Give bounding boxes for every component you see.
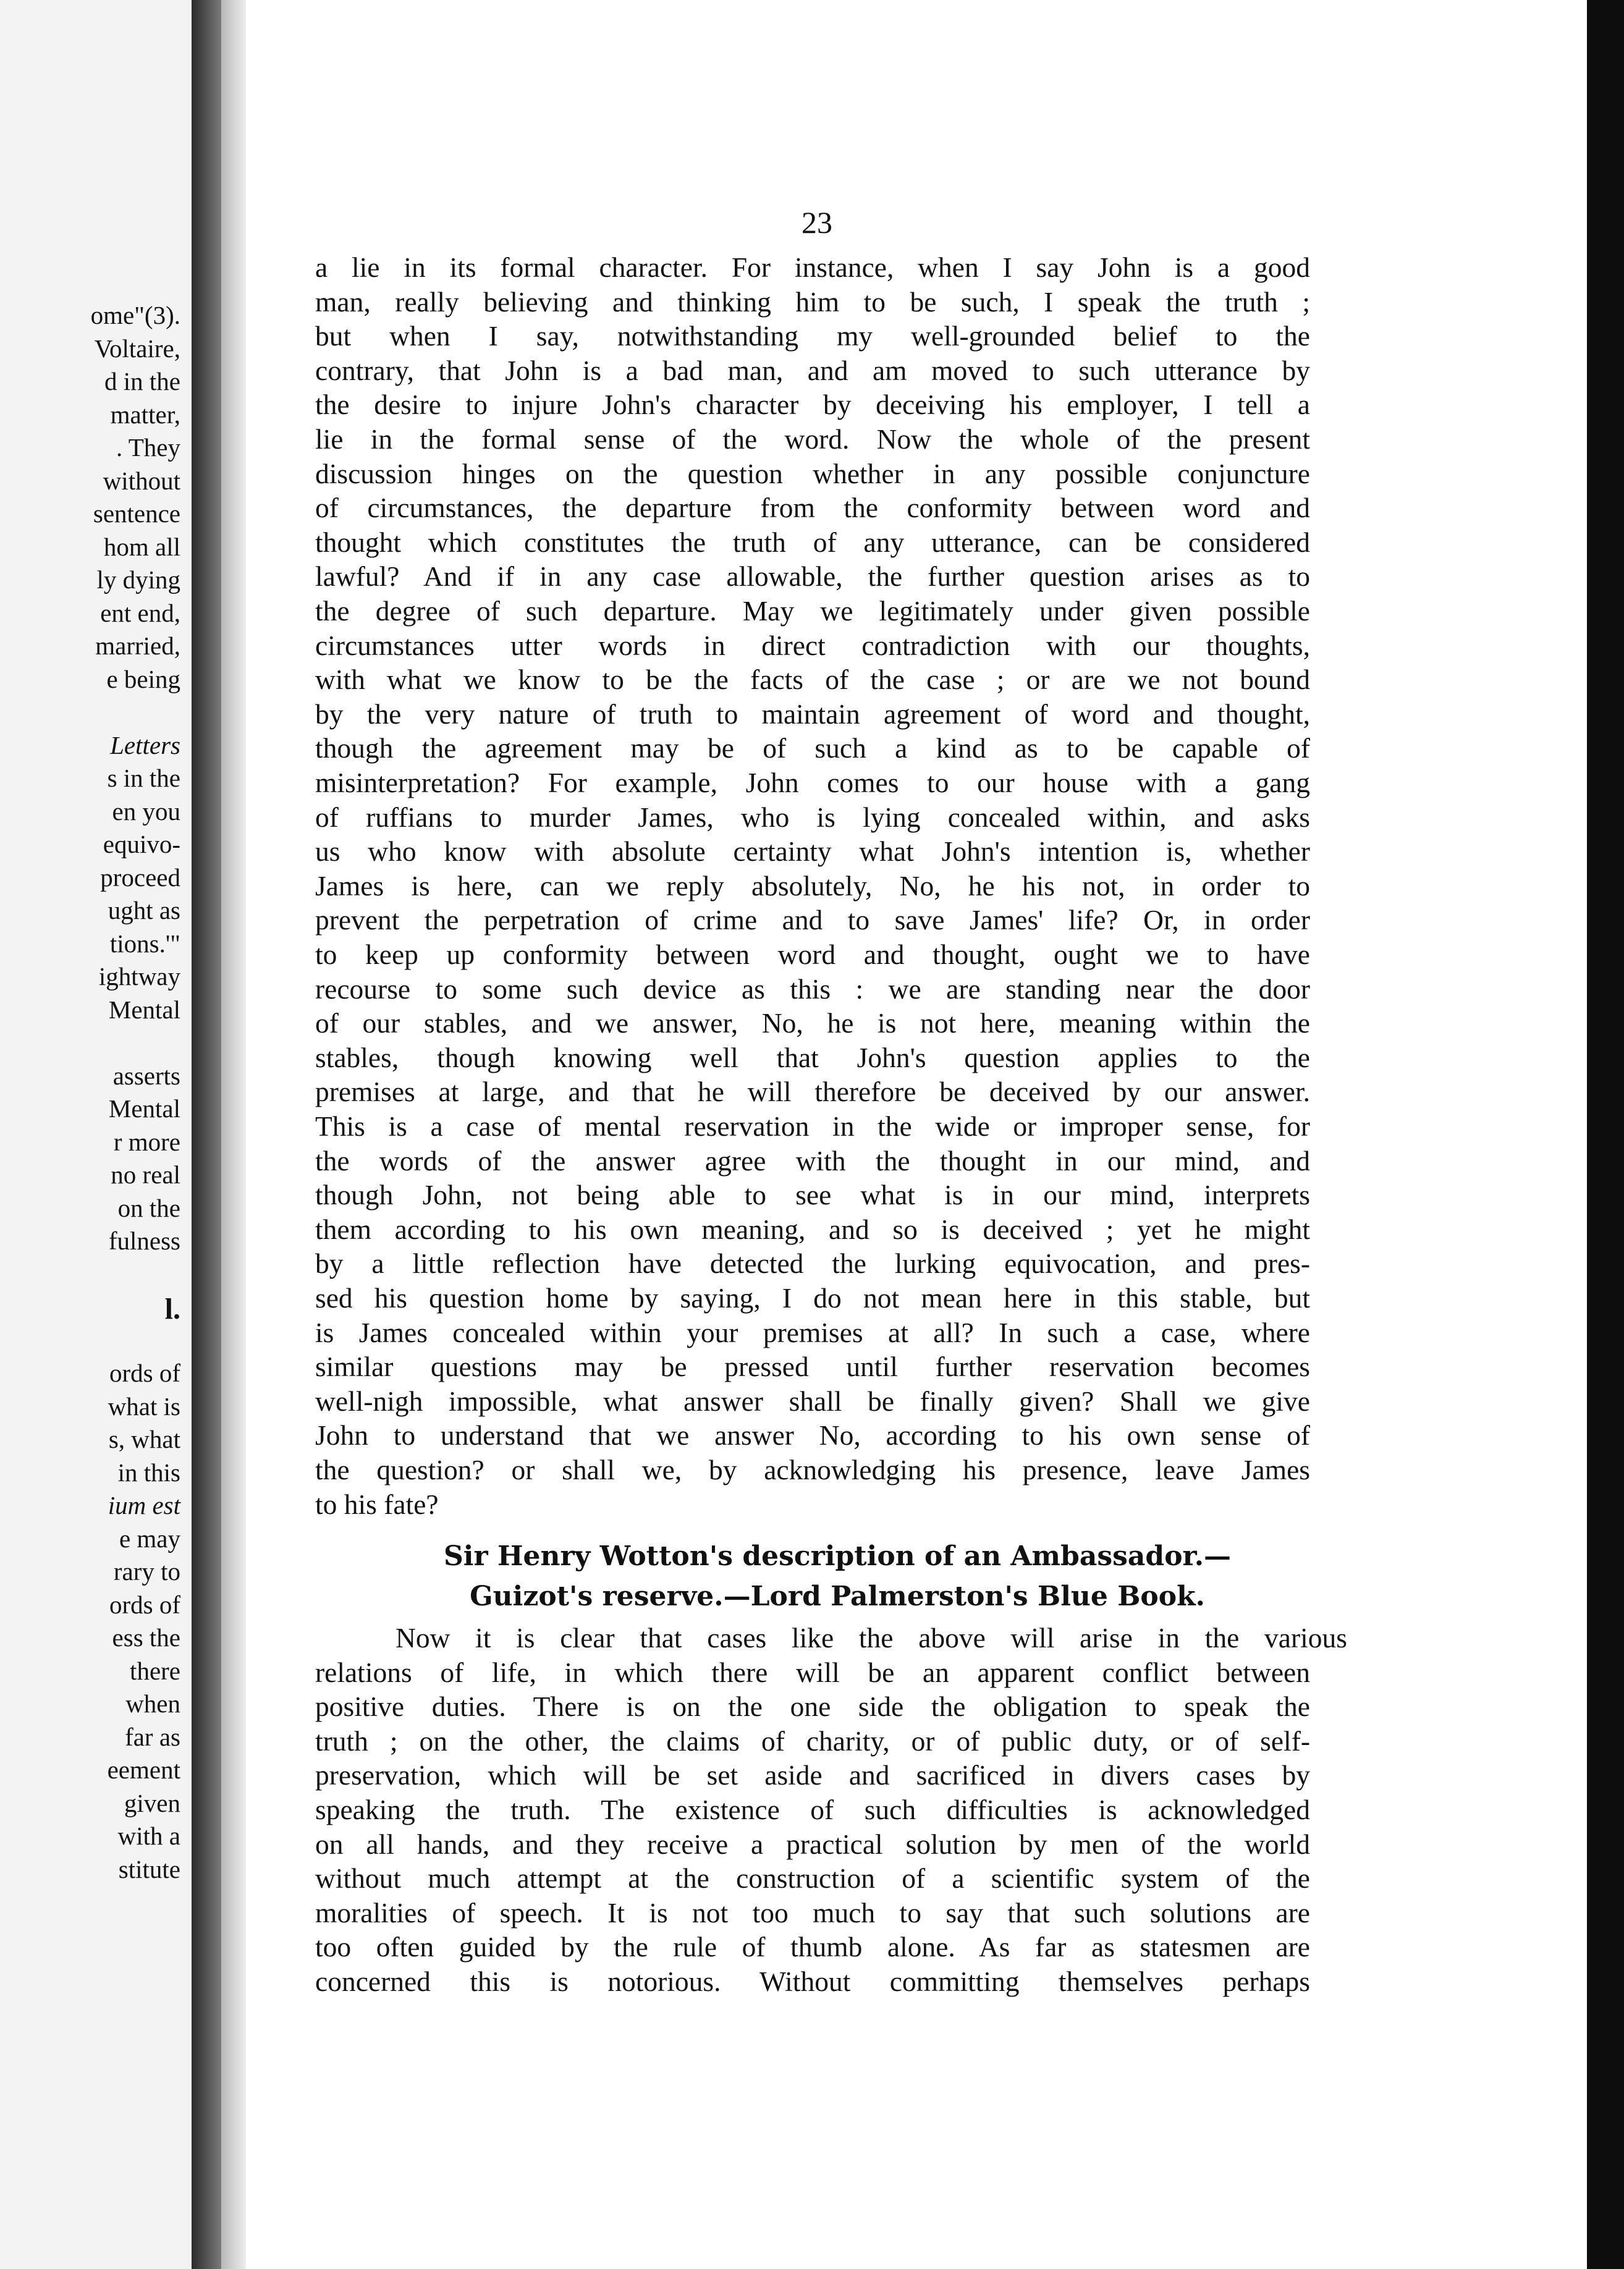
body-line: on all hands, and they receive a practical solution by men of the world	[315, 1828, 1310, 1860]
body-line: speaking the truth. The existence of such difficulties is acknowledged	[315, 1794, 1310, 1825]
left-page-line: r more	[113, 1127, 180, 1156]
body-line: by a little reflection have detected the lurking equivocation, and pres-	[315, 1248, 1310, 1280]
page-number: 23	[801, 205, 832, 240]
left-page-line: ords of	[109, 1359, 180, 1387]
left-page-line: there	[130, 1656, 180, 1685]
left-page-line: . They	[116, 433, 180, 462]
previous-page-fragment	[0, 0, 192, 2269]
body-line: the question? or shall we, by acknowledging his presence, leave James	[315, 1454, 1310, 1485]
left-page-line: ium est	[108, 1491, 180, 1519]
left-page-line: eement	[107, 1756, 180, 1784]
left-page-line: Voltaire,	[94, 334, 180, 363]
left-page-line: s, what	[108, 1425, 180, 1453]
left-page-line: what is	[108, 1392, 180, 1421]
body-line: man, really believing and thinking him to be such, I speak the truth ;	[315, 285, 1310, 318]
left-page-line: with a	[117, 1822, 180, 1850]
body-line: misinterpretation? For example, John comes to our house with a gang	[315, 767, 1310, 798]
body-line: with what we know to be the facts of the case ; or are we not bound	[315, 664, 1310, 696]
left-page-line: ught as	[108, 896, 180, 924]
left-page-line: proceed	[100, 863, 180, 892]
left-page-line: when	[125, 1689, 180, 1718]
left-page-line: fulness	[108, 1227, 180, 1255]
left-page-line: ess the	[112, 1623, 180, 1652]
body-line: circumstances utter words in direct contradiction with our thoughts,	[315, 629, 1310, 661]
left-page-line: Mental	[108, 995, 180, 1024]
left-page-line: matter,	[110, 400, 180, 429]
left-page-line: Letters	[110, 730, 180, 759]
left-page-line: sentence	[93, 499, 180, 528]
body-line: This is a case of mental reservation in the wide or improper sense, for	[315, 1110, 1310, 1142]
left-page-line: s in the	[107, 764, 180, 792]
body-line: too often guided by the rule of thumb alone. As far as statesmen are	[315, 1931, 1310, 1963]
body-line: preservation, which will be set aside and sacrificed in divers cases by	[315, 1759, 1310, 1791]
left-page-line: en you	[112, 796, 180, 826]
left-page-line: in this	[117, 1458, 180, 1487]
body-line: Now it is clear that cases like the above will arise in the various	[395, 1622, 1347, 1654]
body-line: thought which constitutes the truth of any utterance, can be considered	[315, 526, 1310, 558]
body-line: concerned this is notorious. Without committing themselves perhaps	[315, 1966, 1310, 1997]
body-line: lawful? And if in any case allowable, the further question arises as to	[315, 560, 1310, 593]
body-line: by the very nature of truth to maintain agreement of word and thought,	[315, 698, 1310, 730]
left-page-line: on the	[117, 1193, 180, 1222]
body-line: to his fate?	[315, 1488, 439, 1520]
body-line: us who know with absolute certainty what John's intention is, whether	[315, 835, 1310, 868]
body-line: similar questions may be pressed until further reservation becomes	[315, 1351, 1310, 1383]
body-line: James is here, can we reply absolutely, No, he his not, in order to	[315, 869, 1310, 902]
body-line: a lie in its formal character. For instance, when I say John is a good	[315, 251, 1310, 283]
body-line: the words of the answer agree with the thought in our mind, and	[315, 1144, 1310, 1177]
section-heading-line-2: Guizot's reserve.—Lord Palmerston's Blue Book.	[470, 1581, 1205, 1612]
left-page-line: hom all	[103, 532, 180, 561]
left-page-line: ly dying	[96, 565, 180, 594]
body-line: but when I say, notwithstanding my well-grounded belief to the	[315, 320, 1310, 352]
section-heading-line-1: Sir Henry Wotton's description of an Ambassador.—	[443, 1540, 1232, 1572]
left-page-line: far as	[125, 1722, 180, 1751]
scan-border	[1587, 0, 1624, 2269]
left-page-line: tions.'"	[109, 929, 180, 958]
body-line: without much attempt at the construction of a scientific system of the	[315, 1862, 1310, 1895]
left-page-line: e may	[119, 1524, 180, 1553]
body-line: positive duties. There is on the one side the obligation to speak the	[315, 1691, 1310, 1723]
body-line: prevent the perpetration of crime and to save James' life? Or, in order	[315, 904, 1310, 936]
body-line: well-nigh impossible, what answer shall be finally given? Shall we give	[315, 1385, 1310, 1417]
body-line: stables, though knowing well that John's question applies to the	[315, 1041, 1310, 1073]
body-line: premises at large, and that he will therefore be deceived by our answer.	[315, 1076, 1310, 1108]
body-line: of our stables, and we answer, No, he is not here, meaning within the	[315, 1007, 1310, 1039]
body-line: John to understand that we answer No, according to his own sense of	[315, 1419, 1310, 1451]
left-page-line: equivo-	[103, 830, 180, 858]
body-line: recourse to some such device as this : we are standing near the door	[315, 973, 1310, 1005]
body-line: truth ; on the other, the claims of charity, or of public duty, or of self-	[315, 1725, 1310, 1757]
left-page-line: rary to	[113, 1557, 180, 1586]
left-page-line: d in the	[104, 367, 180, 395]
left-page-line: e being	[106, 664, 180, 693]
body-line: relations of life, in which there will be an apparent conflict between	[315, 1656, 1310, 1688]
body-line: is James concealed within your premises at all? In such a case, where	[315, 1316, 1310, 1348]
left-page-line: without	[103, 466, 180, 495]
body-line: the desire to injure John's character by deceiving his employer, I tell a	[315, 389, 1310, 421]
body-line: lie in the formal sense of the word. Now the whole of the present	[315, 423, 1310, 455]
left-page-line: l.	[164, 1293, 180, 1325]
left-page-line: Mental	[108, 1094, 180, 1123]
body-line: to keep up conformity between word and thought, ought we to have	[315, 939, 1310, 970]
body-line: though the agreement may be of such a kind as to be capable of	[315, 732, 1310, 764]
left-page-line: given	[124, 1788, 180, 1817]
left-page-line: ords of	[109, 1590, 180, 1619]
body-line: contrary, that John is a bad man, and am moved to such utterance by	[315, 354, 1310, 386]
left-page-line: ome"(3).	[90, 301, 180, 329]
body-line: of ruffians to murder James, who is lying concealed within, and asks	[315, 801, 1310, 833]
body-line: them according to his own meaning, and so is deceived ; yet he might	[315, 1213, 1310, 1245]
left-page-line: ightway	[98, 962, 180, 991]
body-line: moralities of speech. It is not too much to say that such solutions are	[315, 1896, 1310, 1929]
gutter-shadow	[221, 0, 246, 2269]
left-page-line: asserts	[112, 1061, 180, 1090]
body-line: sed his question home by saying, I do not mean here in this stable, but	[315, 1282, 1310, 1314]
left-page-line: stitute	[118, 1854, 180, 1883]
book-gutter	[192, 0, 221, 2269]
body-line: of circumstances, the departure from the conformity between word and	[315, 492, 1310, 524]
left-page-line: no real	[111, 1160, 180, 1189]
left-page-line: married,	[95, 632, 180, 660]
body-line: though John, not being able to see what is in our mind, interprets	[315, 1179, 1310, 1211]
body-line: discussion hinges on the question whether in any possible conjuncture	[315, 457, 1310, 489]
left-page-line: ent end,	[100, 598, 180, 627]
body-line: the degree of such departure. May we legitimately under given possible	[315, 595, 1310, 627]
